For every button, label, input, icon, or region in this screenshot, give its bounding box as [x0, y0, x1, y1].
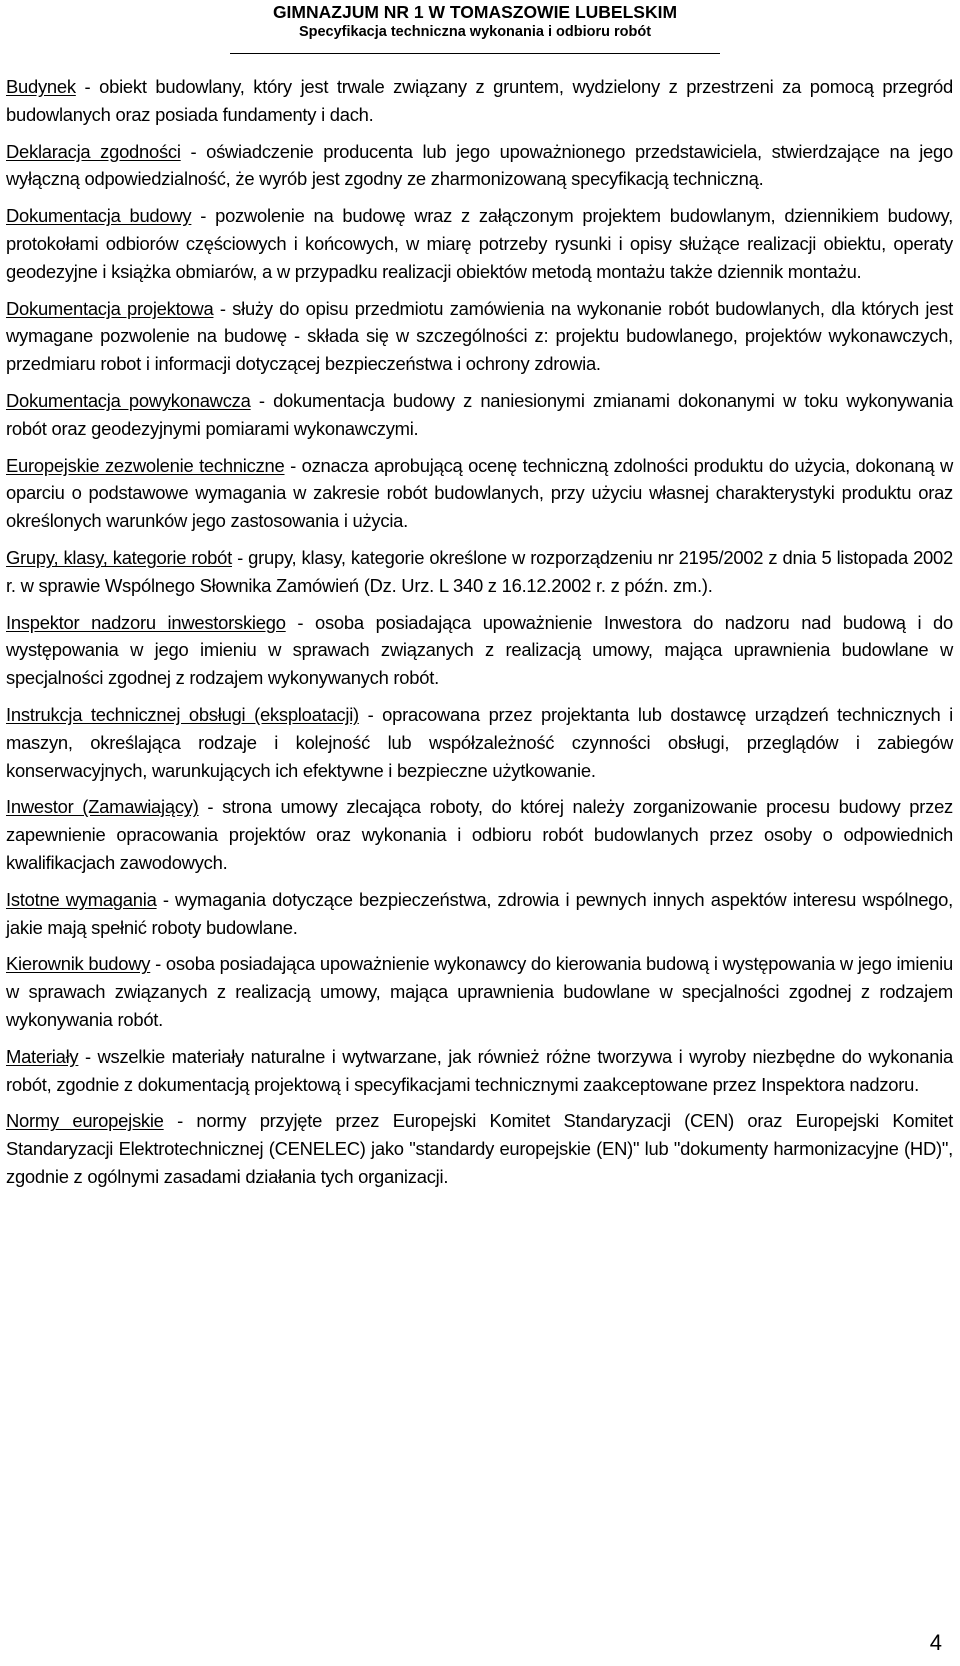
definition-text: - grupy, klasy, kategorie określone w rozporządzeniu nr 2195/2002 z dnia 5 listopada 2002 r. w sprawie Wspólnego Słownika Zamówień (Dz. Urz. L 340 z 16.12.2002 r. z późn. zm.).	[6, 546, 953, 596]
definition-text: - wszelkie materiały naturalne i wytwarzane, jak również różne tworzywa i wyroby niezbędne do wykonania robót, zgodnie z dokumentacją projektową i specyfikacjami technicznymi zaakceptowane przez Inspektora nadzoru.	[6, 1045, 953, 1095]
definition-kierownik-budowy	[6, 950, 953, 1033]
definition-dokumentacja-powykonawcza	[6, 387, 953, 443]
definition-inspektor-nadzoru	[6, 609, 953, 692]
definition-term: Instrukcja technicznej obsługi (eksploatacji)	[6, 703, 359, 725]
definition-text: - pozwolenie na budowę wraz z załączonym projektem budowlanym, dziennikiem budowy, protokołami odbiorów częściowych i końcowych, w miarę potrzeby rysunki i opisy służące realizacji obiektu, operaty geodezyjne i książka obmiarów, a w przypadku realizacji obiektów metodą montażu także dziennik montażu.	[6, 205, 953, 282]
definition-budynek	[6, 73, 953, 129]
header-document-title: Specyfikacja techniczna wykonania i odbioru robót	[298, 24, 652, 40]
definition-text: - normy przyjęte przez Europejski Komitet Standaryzacji (CEN) oraz Europejski Komitet Standaryzacji Elektrotechnicznej (CENELEC) jako "standardy europejskie (EN)" lub "dokumenty harmonizacyjne (HD)", zgodnie z ogólnymi zasadami działania tych organizacji.	[6, 1110, 954, 1187]
header-school-name: GIMNAZJUM NR 1 W TOMASZOWIE LUBELSKIM	[272, 2, 678, 22]
definition-dokumentacja-projektowa	[6, 295, 953, 378]
definition-deklaracja-zgodnosci	[6, 138, 953, 194]
definition-text: - osoba posiadająca upoważnienie Inwestora do nadzoru nad budową i do występowania w jego imieniu w sprawach związanych z realizacją umowy, mająca uprawnienia budowlane w specjalności zgodnej z rodzajem wykonywanych robót.	[6, 611, 953, 689]
definition-inwestor	[6, 793, 953, 876]
page-number: 4	[929, 1630, 942, 1655]
definition-term: Istotne wymagania	[6, 888, 157, 910]
definition-term: Europejskie zezwolenie techniczne	[6, 454, 285, 476]
definition-text: - wymagania dotyczące bezpieczeństwa, zdrowia i pewnych innych aspektów interesu wspólnego, jakie mają spełnić roboty budowlane.	[6, 888, 953, 938]
definition-term: Grupy, klasy, kategorie robót	[6, 546, 232, 568]
definition-text: - oświadczenie producenta lub jego upoważnionego przedstawiciela, stwierdzające na jego wyłączną odpowiedzialność, że wyrób jest zgodny ze zharmonizowaną specyfikacją techniczną.	[6, 140, 953, 190]
definition-term: Dokumentacja budowy	[6, 205, 192, 227]
definition-grupy-klasy-kategorie	[6, 544, 953, 600]
definition-materialy	[6, 1043, 953, 1099]
definition-text: - opracowana przez projektanta lub dostawcę urządzeń technicznych i maszyn, określająca rodzaje i kolejność lub współzależność czynności obsługi, przeglądów i zabiegów konserwacyjnych, warunkujących ich efektywne i bezpieczne użytkowanie.	[6, 703, 954, 781]
definition-term: Dokumentacja powykonawcza	[6, 389, 251, 411]
definition-text: - dokumentacja budowy z naniesionymi zmianami dokonanymi w toku wykonywania robót oraz geodezyjnymi pomiarami wykonawczymi.	[6, 389, 953, 439]
definition-term: Budynek	[6, 76, 76, 97]
definition-normy-europejskie	[6, 1107, 953, 1190]
definition-text: - strona umowy zlecająca roboty, do której należy zorganizowanie procesu budowy przez zapewnienie opracowania projektów oraz wykonania i odbioru robót budowlanych przez osoby o odpowiednich kwalifikacjach zawodowych.	[6, 796, 953, 873]
page-header	[230, 0, 720, 41]
definition-term: Deklaracja zgodności	[6, 140, 181, 162]
definition-term: Inspektor nadzoru inwestorskiego	[6, 611, 286, 633]
definition-text: - oznacza aprobującą ocenę techniczną zdolności produktu do użycia, dokonaną w oparciu o podstawowe wymagania w zakresie robót budowlanych, przy użyciu własnej charakterystyki produktu oraz określonych warunków jego zastosowania i użycia.	[6, 454, 953, 532]
definition-text: - osoba posiadająca upoważnienie wykonawcy do kierowania budową i występowania w jego imieniu w sprawach związanych z realizacją umowy, mająca uprawnienia budowlane w specjalności zgodnej z rodzajem wykonywania robót.	[6, 953, 953, 1030]
definition-europejskie-zezwolenie	[6, 452, 953, 535]
definition-term: Inwestor (Zamawiający)	[6, 796, 199, 818]
definition-dokumentacja-budowy	[6, 202, 953, 285]
definition-text: - służy do opisu przedmiotu zamówienia na wykonanie robót budowlanych, dla których jest wymagane pozwolenie na budowę - składa się w szczególności z: projektu budowlanego, projektów wykonawczych, przedmiaru robot i informacji dotyczącej bezpieczeństwa i ochrony zdrowia.	[6, 297, 954, 375]
definition-istotne-wymagania	[6, 886, 953, 942]
definition-text: - obiekt budowlany, który jest trwale związany z gruntem, wydzielony z przestrzeni za pomocą przegród budowlanych oraz posiada fundamenty i dach.	[6, 76, 953, 125]
definitions-list	[6, 73, 953, 1200]
definition-term: Dokumentacja projektowa	[6, 297, 214, 319]
definition-term: Normy europejskie	[6, 1110, 164, 1132]
definition-term: Materiały	[6, 1045, 79, 1067]
definition-term: Kierownik budowy	[6, 953, 151, 975]
definition-instrukcja-obslugi	[6, 701, 953, 784]
header-divider	[230, 53, 720, 54]
